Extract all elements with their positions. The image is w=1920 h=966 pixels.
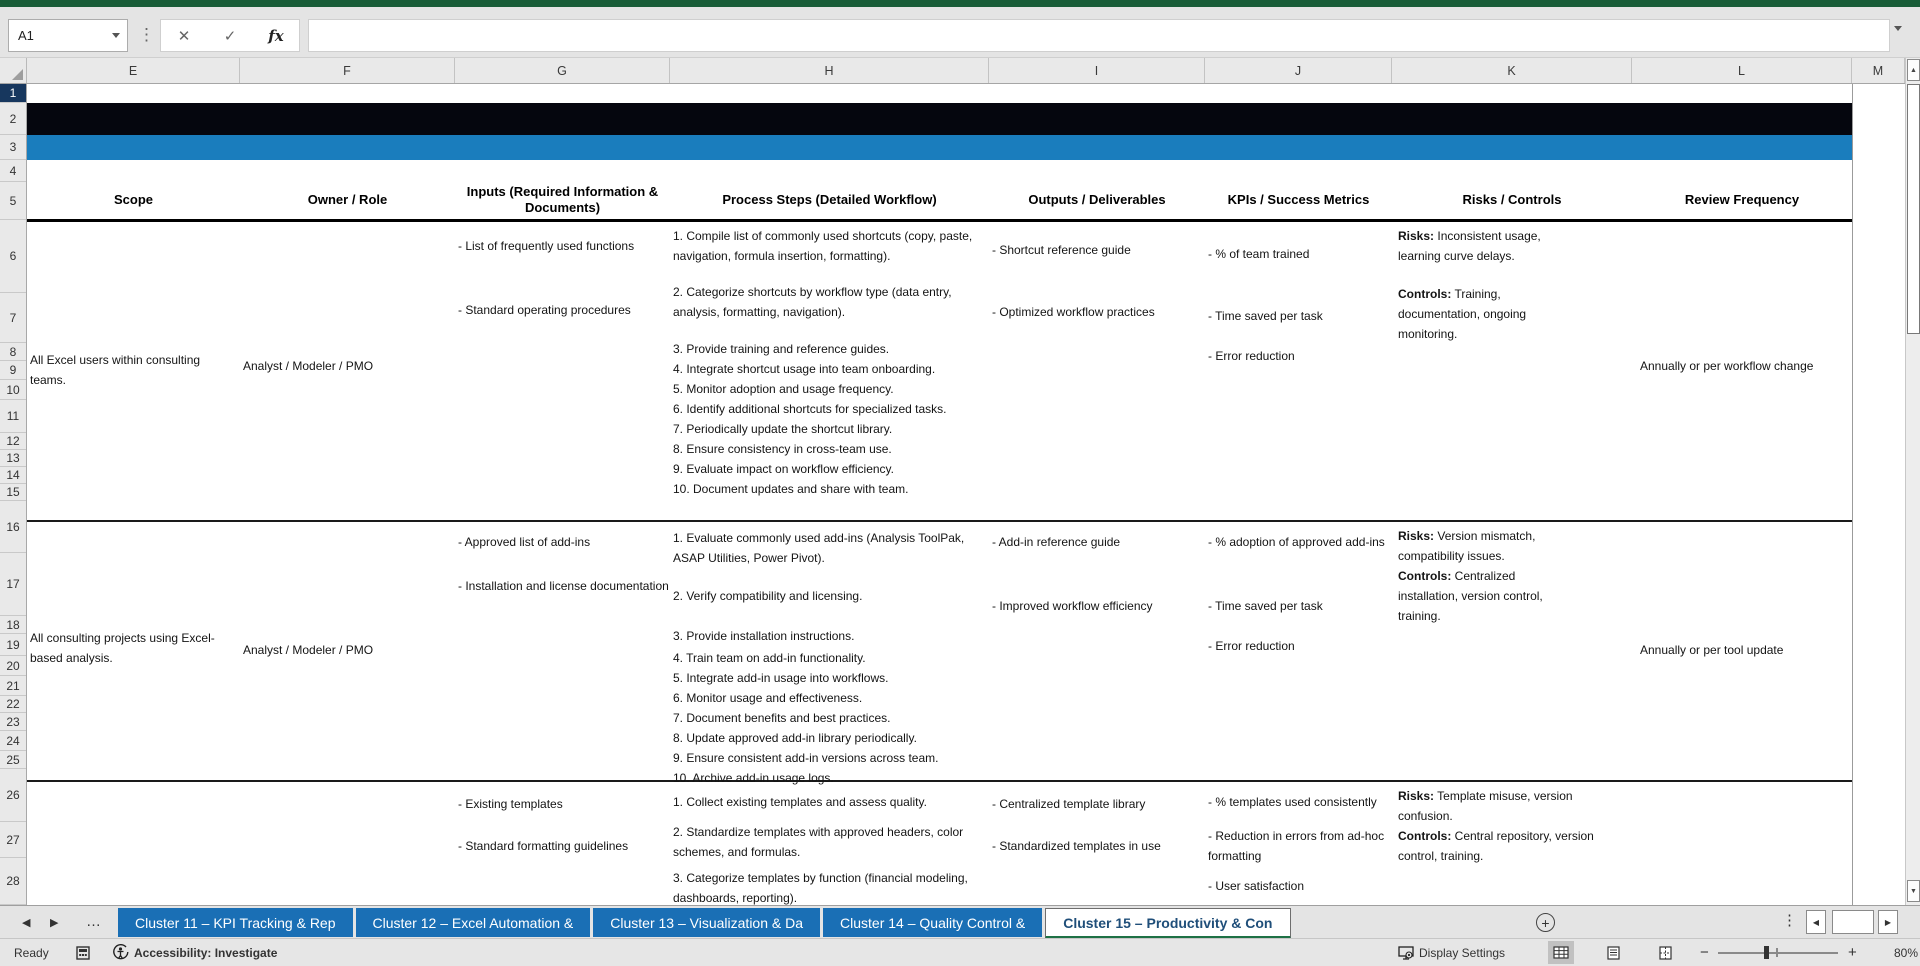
- name-box[interactable]: [8, 19, 128, 52]
- cell-line: 4. Integrate shortcut usage into team onboarding.: [673, 362, 936, 376]
- cell-review[interactable]: Annually or per workflow change: [1640, 359, 1814, 373]
- cell-owner[interactable]: Analyst / Modeler / PMO: [243, 643, 374, 657]
- normal-view-button[interactable]: [1548, 941, 1574, 964]
- worksheet-grid[interactable]: [27, 84, 1920, 905]
- formula-bar-divider-icon: ⋮: [138, 25, 155, 44]
- risks-text: Inconsistent usage, learning curve delays.: [1398, 229, 1541, 263]
- cell-line: - Error reduction: [1208, 639, 1295, 653]
- column-header-M[interactable]: M: [1852, 58, 1905, 83]
- cell-line: 1. Collect existing templates and assess quality.: [673, 795, 927, 809]
- cell-line: 6. Monitor usage and effectiveness.: [673, 691, 863, 705]
- sheet-tab-bar: [0, 905, 1920, 938]
- cell-line: 2. Verify compatibility and licensing.: [673, 589, 863, 603]
- row-header-18[interactable]: 18: [0, 616, 26, 634]
- formula-bar: [0, 7, 1920, 58]
- column-header-I[interactable]: I: [989, 58, 1205, 83]
- cell-line: - % of team trained: [1208, 247, 1310, 261]
- zoom-level[interactable]: 80%: [1893, 945, 1918, 960]
- tab-scroll-right-button[interactable]: ▶: [50, 916, 59, 929]
- cell-line: - Error reduction: [1208, 349, 1295, 363]
- table-header-outputs[interactable]: Outputs / Deliverables: [1028, 192, 1166, 207]
- cell-line: 2. Categorize shortcuts by workflow type (data entry, analysis, formatting, navigation).: [673, 285, 952, 319]
- sheet-tab-1[interactable]: Cluster 11 – KPI Tracking & Rep: [118, 908, 353, 937]
- cancel-button[interactable]: ✕: [177, 27, 191, 45]
- normal-view-icon: [1553, 946, 1569, 959]
- controls-label: Controls:: [1398, 829, 1452, 843]
- cell-line: 5. Monitor adoption and usage frequency.: [673, 382, 894, 396]
- risks-label: Risks:: [1398, 789, 1435, 803]
- cell-scope[interactable]: All Excel users within consulting teams.: [30, 353, 201, 387]
- column-header-J[interactable]: J: [1205, 58, 1392, 83]
- zoom-slider-track[interactable]: [1718, 952, 1838, 954]
- row-header-6[interactable]: 6: [0, 220, 26, 293]
- status-bar: [0, 938, 1920, 966]
- row-header-22[interactable]: 22: [0, 696, 26, 713]
- cell-line: - Add-in reference guide: [992, 535, 1121, 549]
- new-sheet-button[interactable]: +: [1536, 913, 1555, 932]
- page-layout-view-button[interactable]: [1600, 941, 1626, 964]
- cell-line: 10. Document updates and share with team.: [673, 482, 909, 496]
- cell-kpis[interactable]: [1208, 244, 1403, 366]
- cell-line: - Centralized template library: [992, 797, 1146, 811]
- status-ready: Ready: [14, 945, 49, 960]
- row-header-15[interactable]: 15: [0, 484, 26, 501]
- cell-line: 8. Update approved add-in library periodically.: [673, 731, 917, 745]
- risks-label: Risks:: [1398, 529, 1435, 543]
- cell-line: - Existing templates: [458, 797, 563, 811]
- sheet-tab-3[interactable]: Cluster 13 – Visualization & Da: [593, 908, 820, 937]
- cell-line: 7. Document benefits and best practices.: [673, 711, 891, 725]
- cell-line: - % templates used consistently: [1208, 795, 1377, 809]
- title-band-blue[interactable]: [27, 135, 1852, 160]
- column-header-G[interactable]: G: [455, 58, 670, 83]
- row-header-9[interactable]: 9: [0, 361, 26, 380]
- select-all-triangle-icon: [12, 69, 23, 80]
- cell-outputs[interactable]: [992, 532, 1202, 616]
- row-header-14[interactable]: 14: [0, 467, 26, 484]
- vertical-scrollbar-thumb[interactable]: [1907, 84, 1920, 334]
- enter-button[interactable]: ✓: [223, 27, 237, 45]
- chevron-down-icon: [112, 33, 120, 38]
- title-band-black[interactable]: [27, 103, 1852, 135]
- cell-line: - List of frequently used functions: [458, 239, 635, 253]
- cell-risks[interactable]: [1398, 226, 1558, 344]
- cell-inputs[interactable]: [458, 236, 670, 320]
- sheet-tabs: [118, 908, 1291, 939]
- cell-line: - Approved list of add-ins: [458, 535, 591, 549]
- table-header-scope[interactable]: Scope: [113, 192, 153, 207]
- controls-text: Training, documentation, ongoing monitoring.: [1398, 287, 1527, 341]
- row-header-13[interactable]: 13: [0, 450, 26, 467]
- scroll-down-button[interactable]: ▼: [1907, 880, 1920, 902]
- zoom-in-button[interactable]: +: [1848, 944, 1857, 961]
- column-header-L[interactable]: L: [1632, 58, 1852, 83]
- row-headers: [0, 84, 27, 905]
- row-header-5[interactable]: 5: [0, 182, 26, 220]
- hscroll-right-button[interactable]: ▶: [1878, 910, 1898, 934]
- row-header-21[interactable]: 21: [0, 676, 26, 696]
- table-header-steps[interactable]: Process Steps (Detailed Workflow): [722, 192, 937, 207]
- sheet-tab-5[interactable]: Cluster 15 – Productivity & Con: [1045, 908, 1290, 939]
- row-header-17[interactable]: 17: [0, 553, 26, 616]
- cell-inputs[interactable]: [458, 794, 670, 856]
- controls-label: Controls:: [1398, 569, 1452, 583]
- table-header-review[interactable]: Review Frequency: [1684, 192, 1800, 207]
- cell-line: 1. Compile list of commonly used shortcuts (copy, paste, navigation, formula insertion, formatting).: [673, 229, 973, 263]
- cell-line: 9. Ensure consistent add-in versions across team.: [673, 751, 939, 765]
- cell-line: - Time saved per task: [1208, 599, 1323, 613]
- name-box-value: A1: [18, 28, 34, 43]
- row-header-26[interactable]: 26: [0, 769, 26, 822]
- cell-outputs[interactable]: [992, 794, 1202, 856]
- cell-line: 5. Integrate add-in usage into workflows.: [673, 671, 889, 685]
- controls-text: Central repository, version control, training.: [1398, 829, 1594, 863]
- tab-more-indicator[interactable]: …: [86, 912, 102, 930]
- cell-line: - User satisfaction: [1208, 879, 1305, 893]
- column-headers: [0, 58, 1905, 84]
- cell-kpis[interactable]: [1208, 532, 1403, 656]
- cell-kpis[interactable]: [1208, 792, 1403, 896]
- table-header-inputs[interactable]: Inputs (Required Information & Documents): [466, 184, 659, 215]
- cell-line: 3. Categorize templates by function (financial modeling, dashboards, reporting).: [673, 871, 968, 905]
- horizontal-scrollbar-thumb[interactable]: [1832, 910, 1874, 934]
- cell-risks[interactable]: [1398, 786, 1608, 866]
- sheet-tab-2[interactable]: Cluster 12 – Excel Automation &: [356, 908, 591, 937]
- accessibility-icon: [112, 944, 129, 961]
- cell-line: 6. Identify additional shortcuts for specialized tasks.: [673, 402, 947, 416]
- row-header-16[interactable]: 16: [0, 501, 26, 553]
- expand-formula-bar-button[interactable]: [1894, 31, 1902, 49]
- insert-function-button[interactable]: fx: [268, 26, 284, 45]
- select-all-corner[interactable]: [0, 58, 27, 83]
- row-header-24[interactable]: 24: [0, 731, 26, 751]
- zoom-out-button[interactable]: −: [1700, 944, 1709, 961]
- display-settings-button[interactable]: Display Settings: [1398, 939, 1505, 966]
- column-header-H[interactable]: H: [670, 58, 989, 83]
- row-divider: [27, 520, 1852, 522]
- row-header-19[interactable]: 19: [0, 634, 26, 656]
- page-break-line: [1852, 84, 1853, 905]
- cell-line: 3. Provide training and reference guides.: [673, 342, 890, 356]
- title-strip: [0, 0, 1920, 7]
- row-header-12[interactable]: 12: [0, 433, 26, 450]
- cell-line: 9. Evaluate impact on workflow efficiency.: [673, 462, 894, 476]
- macro-record-icon[interactable]: [76, 939, 90, 966]
- accessibility-status[interactable]: Accessibility: Investigate: [112, 939, 277, 966]
- column-header-K[interactable]: K: [1392, 58, 1632, 83]
- cell-line: - Installation and license documentation: [458, 579, 669, 593]
- column-header-E[interactable]: E: [27, 58, 240, 83]
- row-header-3[interactable]: 3: [0, 135, 26, 160]
- cell-line: 10. Archive add-in usage logs.: [673, 771, 834, 785]
- controls-label: Controls:: [1398, 287, 1452, 301]
- cell-line: - Shortcut reference guide: [992, 243, 1131, 257]
- cell-line: - Standard formatting guidelines: [458, 839, 629, 853]
- cell-line: - Time saved per task: [1208, 309, 1323, 323]
- row-header-1[interactable]: 1: [0, 84, 26, 103]
- scroll-up-button[interactable]: ▲: [1907, 59, 1920, 81]
- page-break-icon: [1658, 946, 1673, 960]
- formula-input[interactable]: [308, 19, 1890, 52]
- hscroll-left-button[interactable]: ◀: [1806, 910, 1826, 934]
- risks-text: Version mismatch, compatibility issues.: [1398, 529, 1536, 563]
- risks-text: Template misuse, version confusion.: [1398, 789, 1573, 823]
- page-layout-icon: [1606, 946, 1621, 960]
- vertical-scrollbar[interactable]: [1905, 58, 1920, 905]
- sheet-tab-4[interactable]: Cluster 14 – Quality Control &: [823, 908, 1042, 937]
- row-header-4[interactable]: 4: [0, 160, 26, 182]
- zoom-slider-thumb[interactable]: [1764, 946, 1769, 959]
- page-break-view-button[interactable]: [1652, 941, 1678, 964]
- column-header-F[interactable]: F: [240, 58, 455, 83]
- display-settings-icon: [1398, 946, 1414, 960]
- tab-options-icon[interactable]: ⋮: [1782, 912, 1797, 929]
- cell-steps[interactable]: [673, 792, 973, 905]
- chevron-down-icon: [1894, 26, 1902, 48]
- zoom-slider-midpoint: [1776, 948, 1778, 957]
- row-header-2[interactable]: 2: [0, 103, 26, 135]
- row-header-7[interactable]: 7: [0, 293, 26, 343]
- row-header-28[interactable]: 28: [0, 858, 26, 905]
- tab-scroll-left-button[interactable]: ◀: [22, 916, 31, 929]
- cell-line: 7. Periodically update the shortcut library.: [673, 422, 893, 436]
- controls-text: Centralized installation, version control, training.: [1398, 569, 1543, 623]
- cell-line: - Optimized workflow practices: [992, 305, 1155, 319]
- cell-line: - Standard operating procedures: [458, 303, 631, 317]
- table-header-risks[interactable]: Risks / Controls: [1462, 192, 1562, 207]
- cell-line: 3. Provide installation instructions.: [673, 629, 855, 643]
- row-header-8[interactable]: 8: [0, 343, 26, 361]
- cell-risks[interactable]: [1398, 526, 1578, 626]
- cell-owner[interactable]: Analyst / Modeler / PMO: [243, 359, 374, 373]
- cell-scope[interactable]: All consulting projects using Excel-based analysis.: [30, 631, 215, 665]
- row-header-10[interactable]: 10: [0, 380, 26, 400]
- row-header-27[interactable]: 27: [0, 822, 26, 858]
- cell-line: 1. Evaluate commonly used add-ins (Analysis ToolPak, ASAP Utilities, Power Pivot).: [673, 531, 965, 565]
- table-header-owner[interactable]: Owner / Role: [307, 192, 388, 207]
- cell-review[interactable]: Annually or per tool update: [1640, 643, 1784, 657]
- cell-line: - Improved workflow efficiency: [992, 599, 1153, 613]
- table-header-kpis[interactable]: KPIs / Success Metrics: [1227, 192, 1370, 207]
- cell-line: - Standardized templates in use: [992, 839, 1161, 853]
- cell-steps[interactable]: [673, 528, 973, 788]
- cell-line: 8. Ensure consistency in cross-team use.: [673, 442, 892, 456]
- risks-label: Risks:: [1398, 229, 1435, 243]
- cell-steps[interactable]: [673, 226, 973, 499]
- cell-inputs[interactable]: [458, 532, 670, 596]
- row-header-11[interactable]: 11: [0, 400, 26, 433]
- cell-line: - % adoption of approved add-ins: [1208, 535, 1385, 549]
- cell-line: 2. Standardize templates with approved headers, color schemes, and formulas.: [673, 825, 964, 859]
- cell-line: 4. Train team on add-in functionality.: [673, 651, 866, 665]
- formula-bar-buttons: [160, 19, 300, 52]
- row-header-25[interactable]: 25: [0, 751, 26, 769]
- row-header-20[interactable]: 20: [0, 656, 26, 676]
- row-header-23[interactable]: 23: [0, 713, 26, 731]
- cell-line: - Reduction in errors from ad-hoc formatting: [1208, 829, 1385, 863]
- header-underline: [27, 219, 1852, 222]
- name-box-dropdown[interactable]: [105, 20, 127, 51]
- cell-outputs[interactable]: [992, 240, 1202, 322]
